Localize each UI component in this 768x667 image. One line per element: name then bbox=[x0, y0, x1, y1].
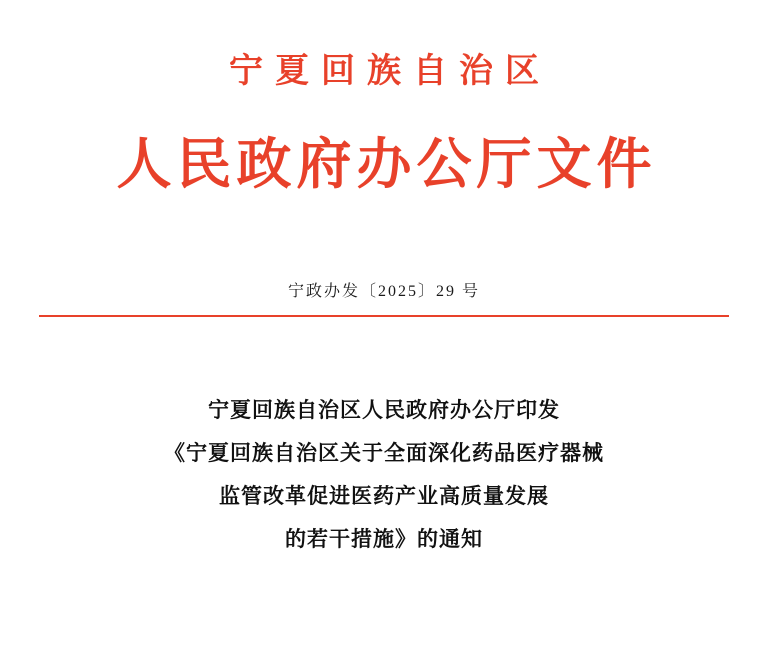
title-line-4: 的若干措施》的通知 bbox=[285, 526, 483, 551]
title-line-3: 监管改革促进医药产业高质量发展 bbox=[219, 483, 549, 508]
masthead bbox=[0, 52, 768, 200]
document-page bbox=[0, 52, 768, 667]
masthead-issuer: 人民政府办公厅文件 bbox=[116, 133, 657, 195]
red-divider-rule bbox=[39, 315, 729, 317]
title-line-2: 《宁夏回族自治区关于全面深化药品医疗器械 bbox=[164, 440, 604, 465]
document-title bbox=[0, 389, 768, 561]
masthead-organization: 宁夏回族自治区 bbox=[229, 53, 551, 90]
title-line-1: 宁夏回族自治区人民政府办公厅印发 bbox=[208, 397, 560, 422]
document-number: 宁政办发〔2025〕29 号 bbox=[287, 282, 480, 300]
